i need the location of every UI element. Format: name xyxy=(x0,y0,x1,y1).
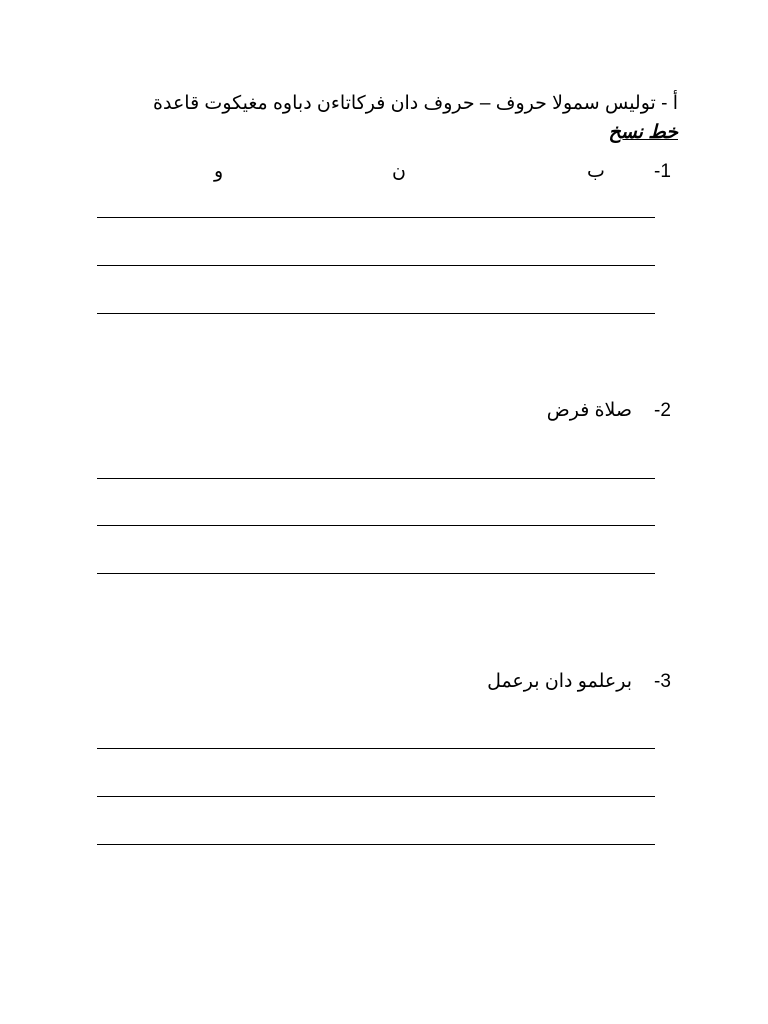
writing-line[interactable] xyxy=(97,525,655,526)
instruction-text: أ - توليس سمولا حروف – حروف دان فركاتاءن دباوه مغيكوت قاعدة xyxy=(153,93,678,114)
writing-line[interactable] xyxy=(97,217,655,218)
question-1-letter-2: ن xyxy=(392,161,406,182)
writing-line[interactable] xyxy=(97,313,655,314)
writing-line[interactable] xyxy=(97,796,655,797)
question-2-number: -2 xyxy=(654,400,671,421)
question-1-letter-3: و xyxy=(214,161,224,182)
question-3-text: برعلمو دان برعمل xyxy=(487,671,632,692)
writing-line[interactable] xyxy=(97,573,655,574)
question-3-number: -3 xyxy=(654,671,671,692)
writing-line[interactable] xyxy=(97,844,655,845)
writing-line[interactable] xyxy=(97,265,655,266)
writing-line[interactable] xyxy=(97,478,655,479)
question-1-number: -1 xyxy=(654,161,671,182)
question-2-text: صلاة فرض xyxy=(546,400,632,421)
instruction-style-label: خط نسخ xyxy=(608,122,678,143)
question-1-letter-1: ب xyxy=(587,161,605,182)
writing-line[interactable] xyxy=(97,748,655,749)
